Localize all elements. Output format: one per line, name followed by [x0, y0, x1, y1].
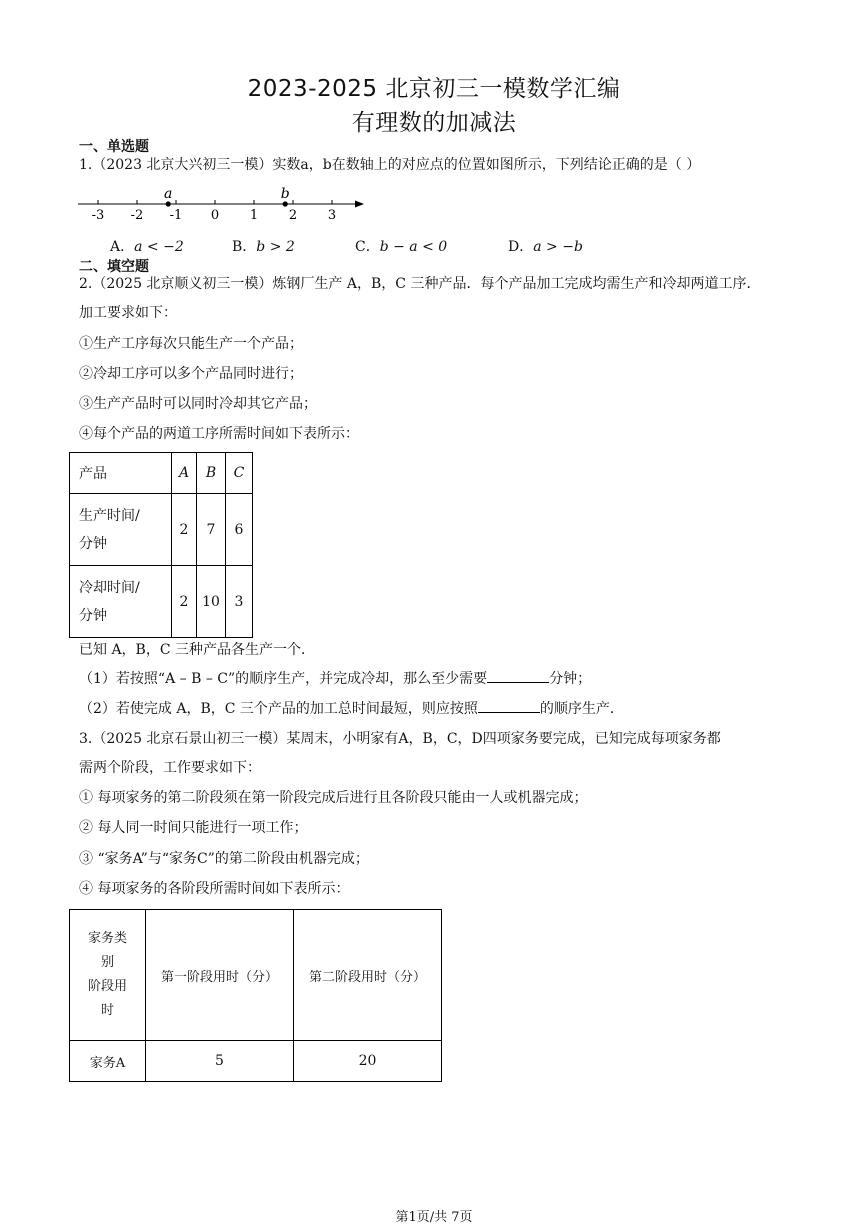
doc-title-line2: 有理数的加减法: [351, 110, 517, 136]
table-cell: 20: [294, 1041, 442, 1082]
table-cell: 3: [226, 566, 253, 638]
section-heading-fill-blank: 二、填空题: [79, 259, 149, 275]
q2-known: 已知 A，B，C 三种产品各生产一个．: [79, 642, 316, 658]
q3-rule3: ③ “家务A”与“家务C”的第二阶段由机器完成；: [79, 851, 369, 867]
point-b-label: b: [280, 186, 290, 202]
q2-rule3: ③生产产品时可以同时冷却其它产品；: [79, 396, 317, 412]
table-cell: 家务A: [70, 1041, 146, 1082]
q2-rule1: ①生产工序每次只能生产一个产品；: [79, 336, 303, 352]
section-heading-single-choice: 一、单选题: [79, 139, 149, 155]
q3-rule2: ② 每人同一时间只能进行一项工作；: [79, 820, 308, 836]
page-footer: 第1页/共 7页: [395, 1210, 473, 1225]
table-header-cell: 第一阶段用时（分）: [146, 910, 294, 1041]
number-line-tick-label: -3: [91, 208, 105, 223]
q2-rule4: ④每个产品的两道工序所需时间如下表所示：: [79, 426, 359, 442]
q3-table: [69, 909, 442, 1082]
table-header-cell: 产品: [70, 453, 172, 494]
point-a-label: a: [164, 186, 173, 202]
number-line-tick-label: 0: [210, 208, 220, 223]
q2-sub2: （2）若使完成 A，B，C 三个产品的加工总时间最短，则应按照 的顺序生产．: [79, 701, 624, 717]
doc-title-line1: 2023-2025 北京初三一模数学汇编: [247, 76, 621, 102]
table-cell: 6: [226, 494, 253, 566]
q1-stem: 1.（2023 北京大兴初三一模）实数a，b在数轴上的对应点的位置如图所示，下列结论正确的是（ ）: [79, 157, 701, 173]
point-b-marker: [283, 201, 288, 206]
q1-option-d: D．a > −b: [508, 239, 583, 255]
number-line-tick-label: -1: [169, 208, 183, 223]
table-header-cell: 家务类 别 阶段用 时: [70, 910, 146, 1041]
table-row: [70, 566, 253, 638]
q2-sub1: （1）若按照“A – B – C”的顺序生产，并完成冷却，那么至少需要 分钟；: [79, 671, 592, 687]
table-row: [70, 453, 253, 494]
q3-line2: 需两个阶段，工作要求如下：: [79, 760, 261, 776]
answer-blank[interactable]: [487, 670, 549, 683]
number-line-tick-label: 3: [327, 208, 337, 223]
table-header-cell: A: [172, 453, 197, 494]
table-cell: 2: [172, 494, 197, 566]
q2-line2: 加工要求如下：: [79, 305, 177, 321]
table-header-cell: 第二阶段用时（分）: [294, 910, 442, 1041]
q3-rule1: ① 每项家务的第二阶段须在第一阶段完成后进行且各阶段只能由一人或机器完成；: [79, 790, 588, 806]
q3-line1: 3.（2025 北京石景山初三一模）某周末，小明家有A，B，C，D四项家务要完成，已知完成每项家务都: [79, 731, 721, 747]
table-cell: 2: [172, 566, 197, 638]
table-row-label: 冷却时间/ 分钟: [70, 566, 172, 638]
table-row-label: 生产时间/ 分钟: [70, 494, 172, 566]
table-header-cell: C: [226, 453, 253, 494]
table-cell: 7: [197, 494, 226, 566]
table-cell: 10: [197, 566, 226, 638]
q2-line1: 2.（2025 北京顺义初三一模）炼钢厂生产 A，B，C 三种产品．每个产品加工完成均需生产和冷却两道工序．: [79, 276, 761, 292]
q1-option-c: C．b − a < 0: [355, 239, 448, 255]
table-header-cell: B: [197, 453, 226, 494]
q2-table: [69, 452, 253, 638]
q1-option-a: A．a < −2: [110, 239, 184, 255]
table-cell: 5: [146, 1041, 294, 1082]
answer-blank[interactable]: [478, 700, 540, 713]
number-line-tick-label: 1: [249, 208, 259, 223]
table-row: [70, 910, 442, 1041]
number-line-figure: [78, 184, 370, 226]
point-a-marker: [166, 201, 171, 206]
q2-rule2: ②冷却工序可以多个产品同时进行；: [79, 366, 303, 382]
q1-option-b: B．b > 2: [232, 239, 295, 255]
number-line-tick-label: -2: [130, 208, 144, 223]
q3-rule4: ④ 每项家务的各阶段所需时间如下表所示：: [79, 881, 350, 897]
number-line-arrow-icon: [355, 201, 364, 208]
table-row: [70, 1041, 442, 1082]
number-line-tick-label: 2: [288, 208, 298, 223]
table-row: [70, 494, 253, 566]
